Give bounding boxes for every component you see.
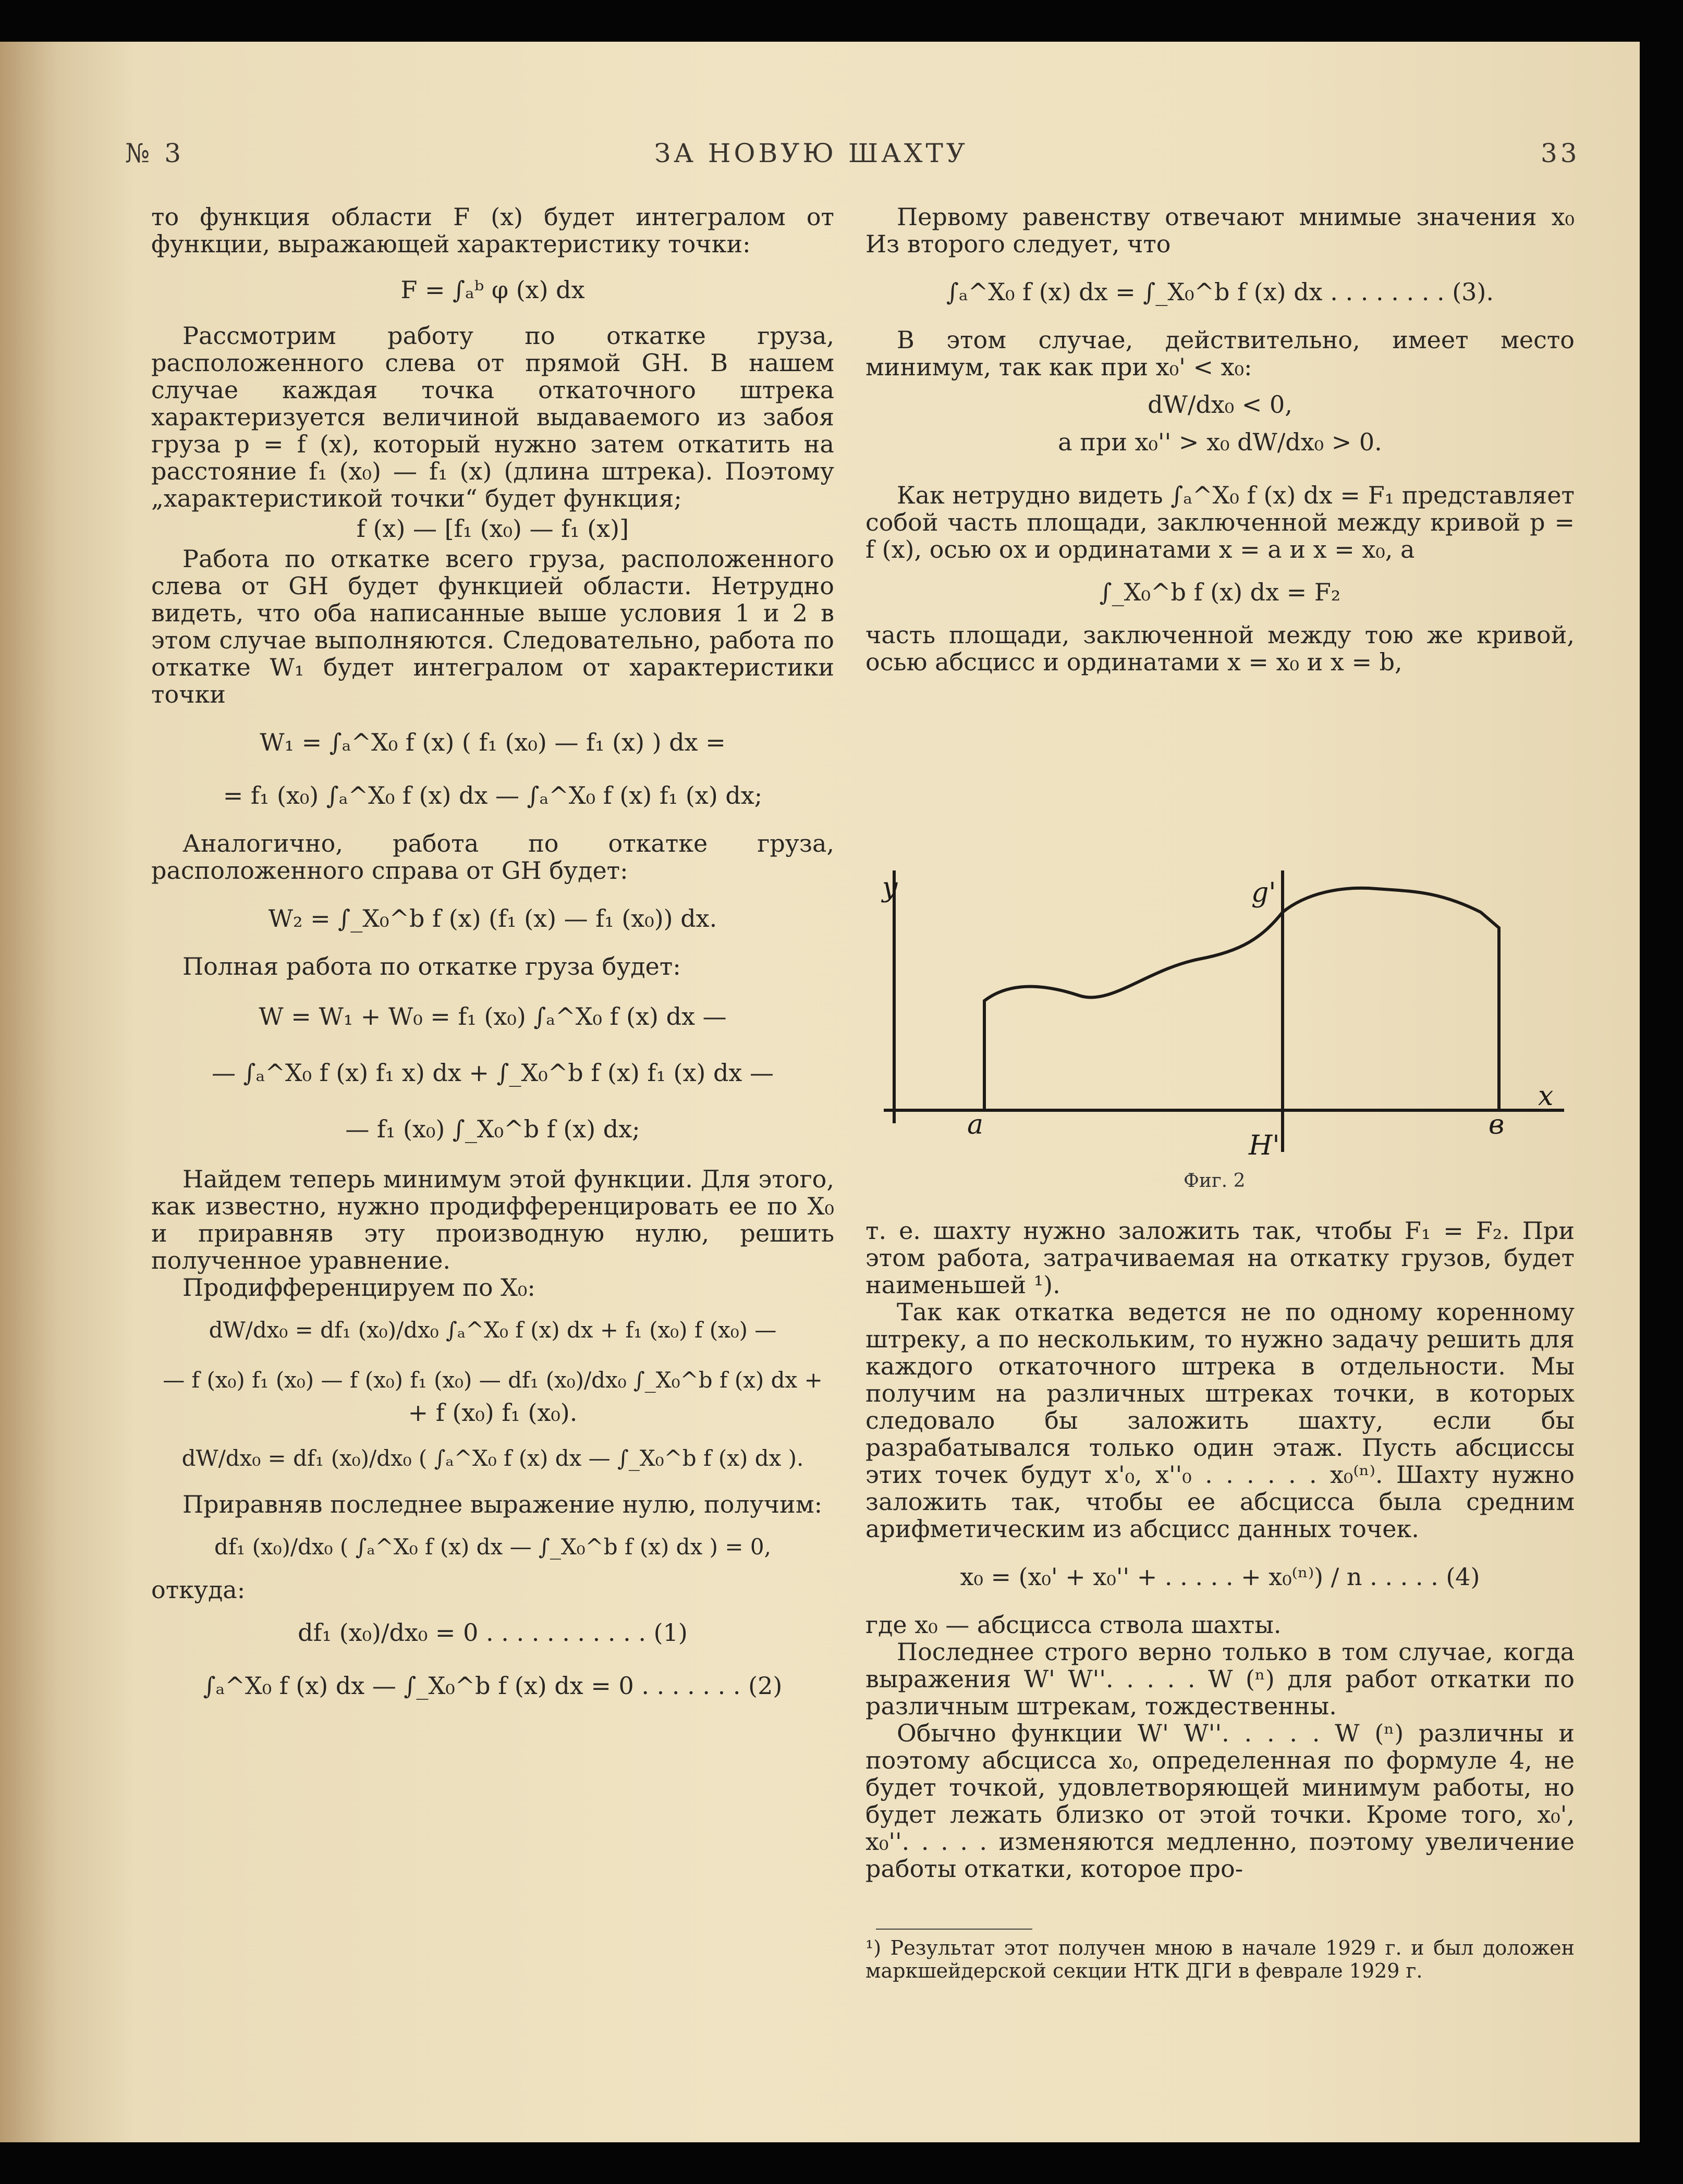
paragraph: Работа по откатке всего груза, расположенного слева от GH будет функцией области. Нетрудно видеть, что оба написанные выше условия 1 и 2 в этом случае выполняются. Следовательно, работа по откатке W₁ будет интегралом от характеристики точки bbox=[151, 545, 834, 708]
formula: + f (x₀) f₁ (x₀). bbox=[408, 1398, 578, 1427]
x-axis-label: x bbox=[1538, 1081, 1554, 1112]
paragraph: откуда: bbox=[151, 1576, 246, 1604]
formula: dW/dx₀ = df₁ (x₀)/dx₀ ∫ₐ^X₀ f (x) dx + f₁ (x₀) f (x₀) — bbox=[209, 1317, 777, 1343]
equation-3: ∫ₐ^X₀ f (x) dx = ∫_X₀^b f (x) dx . . . . . . . . (3). bbox=[946, 278, 1494, 306]
paragraph: Найдем теперь минимум этой функции. Для этого, как известно, нужно продифференцировать ее по X₀ и приравняв эту производную нулю, решить полученное уравнение. bbox=[151, 1165, 834, 1274]
formula: — f (x₀) f₁ (x₀) — f (x₀) f₁ (x₀) — df₁ (x₀)/dx₀ ∫_X₀^b f (x) dx + bbox=[163, 1367, 823, 1393]
page-number: 33 bbox=[1541, 138, 1580, 168]
formula: = f₁ (x₀) ∫ₐ^X₀ f (x) dx — ∫ₐ^X₀ f (x) f₁ (x) dx; bbox=[223, 781, 763, 809]
paragraph: где x₀ — абсцисса ствола шахты. bbox=[865, 1611, 1282, 1639]
b-label: в bbox=[1489, 1109, 1505, 1140]
formula: df₁ (x₀)/dx₀ ( ∫ₐ^X₀ f (x) dx — ∫_X₀^b f (x) dx ) = 0, bbox=[214, 1534, 771, 1560]
paragraph: Как нетрудно видеть ∫ₐ^X₀ f (x) dx = F₁ представляет собой часть площади, заключенной между кривой p = f (x), осью ox и ординатами x = a и x = x₀, а bbox=[865, 481, 1575, 563]
formula: F = ∫ₐᵇ φ (x) dx bbox=[400, 276, 585, 304]
g-label: g' bbox=[1251, 877, 1276, 909]
journal-title: ЗА НОВУЮ ШАХТУ bbox=[654, 138, 968, 168]
paragraph: Обычно функции W' W''. . . . . W (ⁿ) различны и поэтому абсцисса x₀, определенная по формуле 4, не будет точкой, удовлетворяющей минимум работы, но будет лежать близко от этой точки. Кроме того, x₀', x₀''. . . . . изменяются медленно, поэтому увеличение работы откатки, которое про- bbox=[865, 1719, 1575, 1883]
right-column bbox=[865, 203, 1575, 676]
equation-4: x₀ = (x₀' + x₀'' + . . . . . + x₀⁽ⁿ⁾) / n . . . . . (4) bbox=[960, 1563, 1480, 1591]
paragraph: Полная работа по откатке груза будет: bbox=[182, 952, 681, 980]
paragraph: Так как откатка ведется не по одному коренному штреку, а по нескольким, то нужно задачу решить для каждого откаточного штрека в отдельности. Мы получим на различных штреках точки, в которых следовало бы заложить шахту, если бы разрабатывался только один этаж. Пусть абсциссы этих точек будут x'₀, x''₀ . . . . . . x₀⁽ⁿ⁾. Шахту нужно заложить так, чтобы ее абсцисса была средним арифметическим из абсцисс данных точек. bbox=[865, 1298, 1575, 1543]
formula: dW/dx₀ < 0, bbox=[1148, 390, 1292, 419]
formula: — f₁ (x₀) ∫_X₀^b f (x) dx; bbox=[345, 1115, 640, 1143]
curve-f-x bbox=[984, 888, 1499, 1110]
footnote: ¹) Результат этот получен мною в начале 1929 г. и был доложен маркшейдерской секции НТК ДГИ в феврале 1929 г. bbox=[865, 1936, 1575, 1982]
scan-border-right bbox=[1640, 0, 1683, 2184]
paragraph: Аналогично, работа по откатке груза, расположенного справа от GH будет: bbox=[151, 829, 834, 885]
formula: — ∫ₐ^X₀ f (x) f₁ x) dx + ∫_X₀^b f (x) f₁ (x) dx — bbox=[212, 1059, 774, 1087]
formula: ∫_X₀^b f (x) dx = F₂ bbox=[1099, 578, 1341, 606]
issue-number: № 3 bbox=[125, 138, 185, 168]
left-column bbox=[151, 203, 834, 1702]
paragraph: Последнее строго верно только в том случае, когда выражения W' W''. . . . . W (ⁿ) для работ откатки по различным штрекам, тождественны. bbox=[865, 1638, 1575, 1720]
formula: W₁ = ∫ₐ^X₀ f (x) ( f₁ (x₀) — f₁ (x) ) dx = bbox=[260, 728, 726, 756]
scan-border-bottom bbox=[0, 2142, 1683, 2184]
formula: а при x₀'' > x₀ dW/dx₀ > 0. bbox=[1058, 428, 1382, 456]
equation-1: df₁ (x₀)/dx₀ = 0 . . . . . . . . . . . (1) bbox=[298, 1618, 688, 1647]
formula: W₂ = ∫_X₀^b f (x) (f₁ (x) — f₁ (x₀)) dx. bbox=[268, 904, 717, 933]
paragraph: т. е. шахту нужно заложить так, чтобы F₁ = F₂. При этом работа, затрачиваемая на откатку грузов, будет наименьшей ¹). bbox=[865, 1217, 1575, 1299]
paragraph: то функция области F (x) будет интегралом от функции, выражающей характеристику точки: bbox=[151, 203, 834, 258]
scan-border-top bbox=[0, 0, 1683, 42]
h-label: H' bbox=[1249, 1130, 1280, 1161]
right-column-lower bbox=[865, 1217, 1575, 1882]
formula: W = W₁ + W₀ = f₁ (x₀) ∫ₐ^X₀ f (x) dx — bbox=[259, 1002, 727, 1030]
equation-2: ∫ₐ^X₀ f (x) dx — ∫_X₀^b f (x) dx = 0 . . . . . . . (2) bbox=[203, 1672, 783, 1700]
footnote-rule bbox=[876, 1929, 1032, 1930]
y-axis-label: y bbox=[882, 872, 898, 903]
paragraph: Приравняв последнее выражение нулю, получим: bbox=[182, 1490, 823, 1518]
a-label: a bbox=[967, 1109, 984, 1140]
formula: dW/dx₀ = df₁ (x₀)/dx₀ ( ∫ₐ^X₀ f (x) dx — ∫_X₀^b f (x) dx ). bbox=[181, 1445, 804, 1471]
figure-2 bbox=[876, 855, 1575, 1194]
paragraph: Продифференцируем по X₀: bbox=[182, 1273, 535, 1302]
paragraph: Рассмотрим работу по откатке груза, расположенного слева от прямой GH. В нашем случае каждая точка откаточного штрека характеризуется величиной выдаваемого из забоя груза p = f (x), который нужно затем откатить на расстояние f₁ (x₀) — f₁ (x) (длина штрека). Поэтому „характеристикой точки“ будет функция; bbox=[151, 322, 834, 512]
figure-caption: Фиг. 2 bbox=[1184, 1170, 1246, 1192]
paragraph: часть площади, заключенной между тою же кривой, осью абсцисс и ординатами x = x₀ и x = b, bbox=[865, 621, 1575, 676]
paragraph: Первому равенству отвечают мнимые значения x₀ Из второго следует, что bbox=[865, 203, 1575, 258]
paragraph: В этом случае, действительно, имеет место минимум, так как при x₀' < x₀: bbox=[865, 326, 1575, 381]
formula: f (x) — [f₁ (x₀) — f₁ (x)] bbox=[356, 514, 629, 543]
